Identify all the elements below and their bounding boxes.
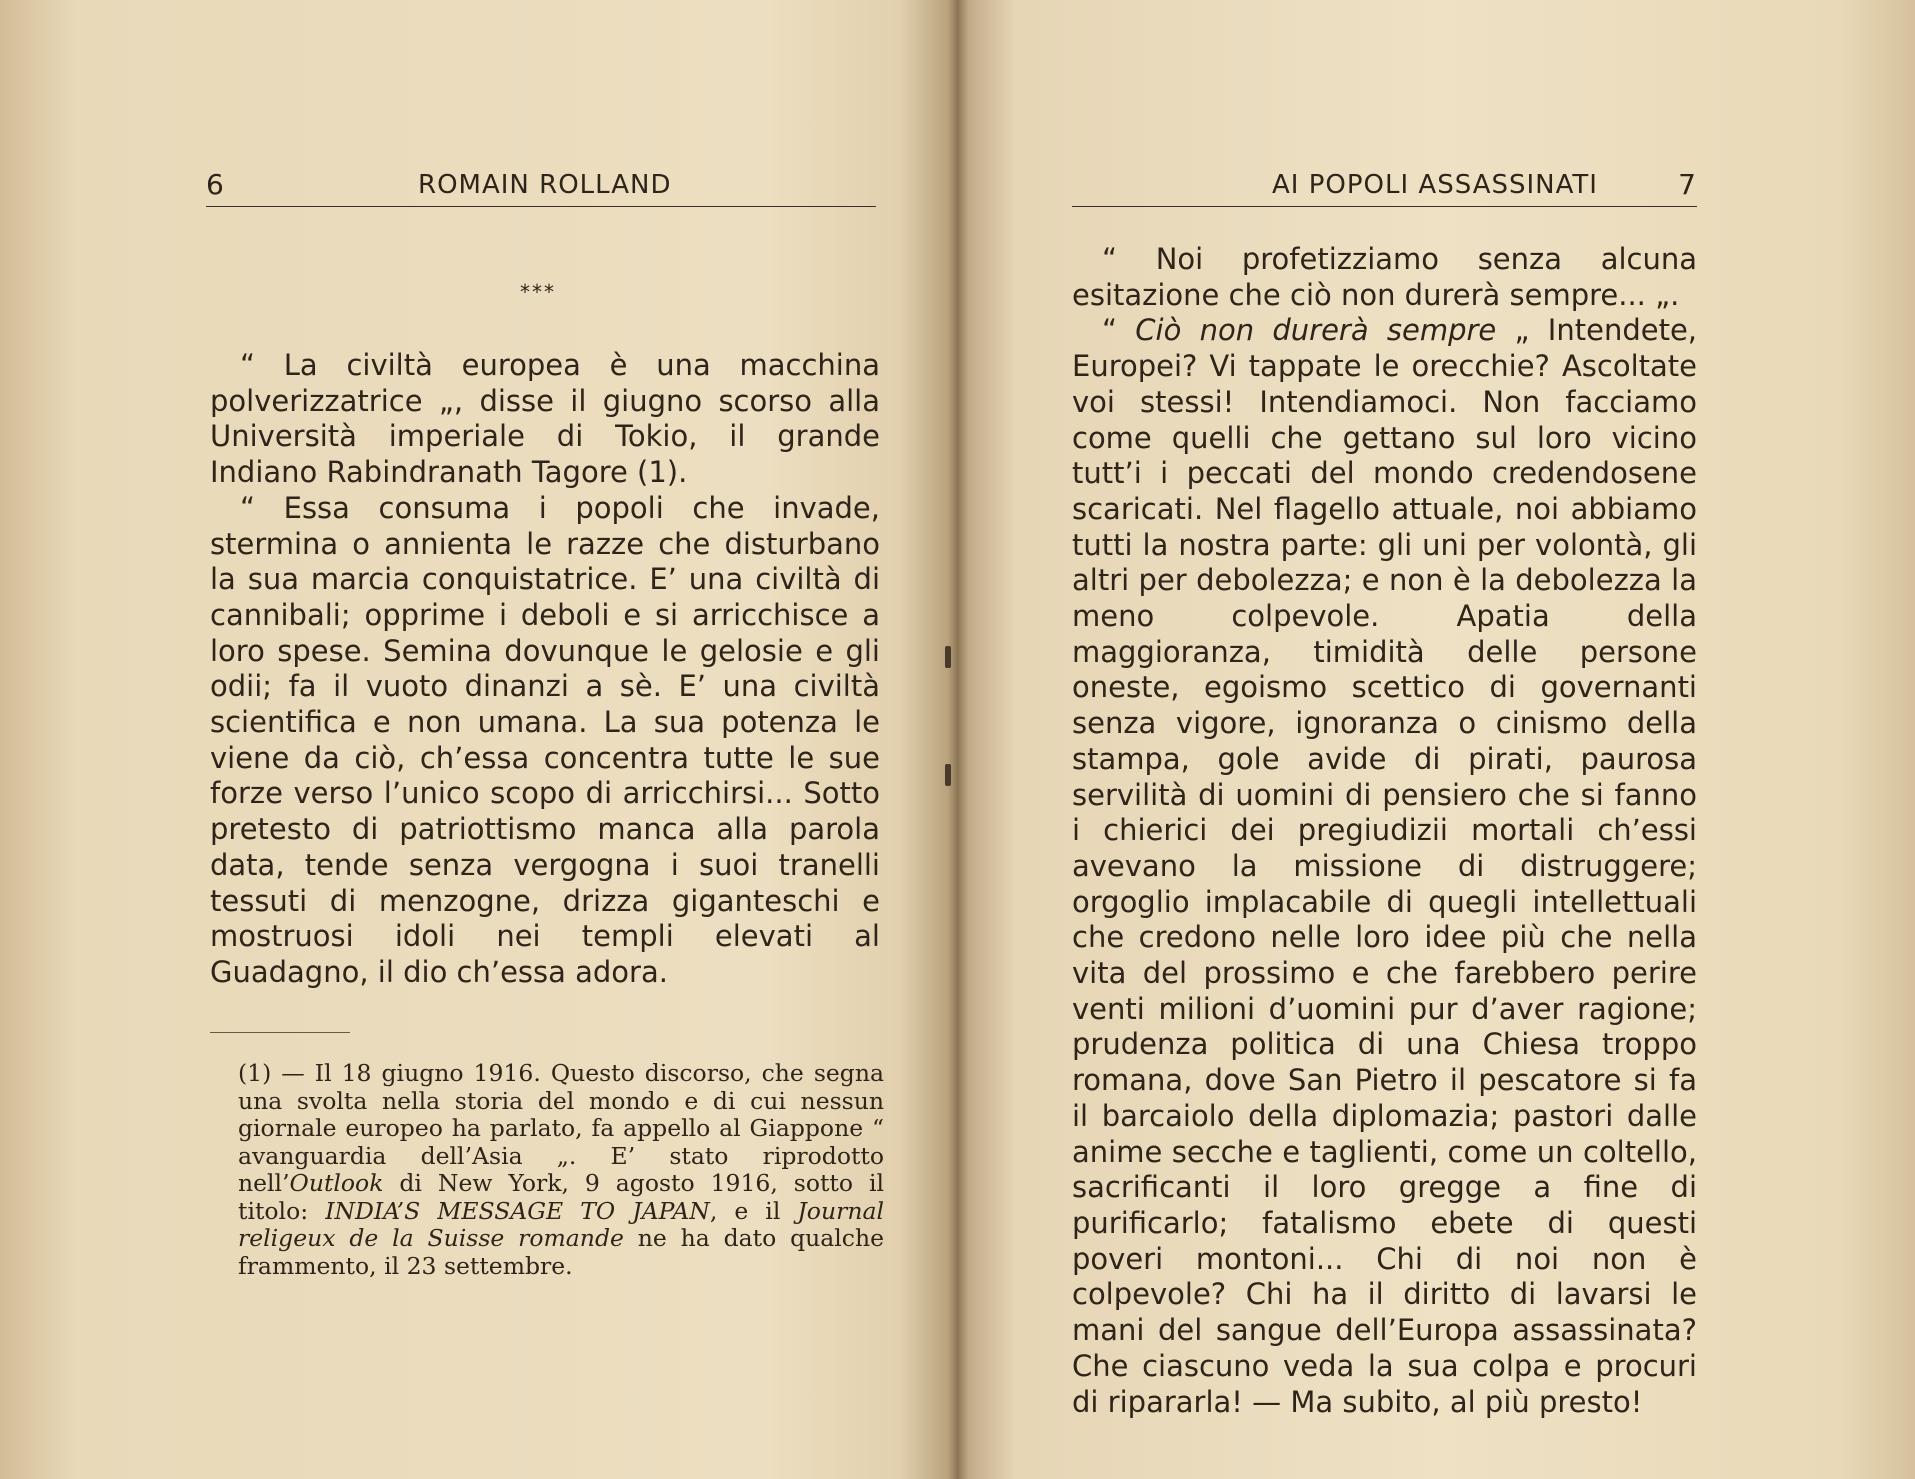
running-title-left: ROMAIN ROLLAND bbox=[418, 170, 672, 200]
paragraph: “ Essa consuma i popoli che invade, stermina o annienta le razze che disturbano la sua marcia conquistatrice. E’ una civiltà di cannibali; opprime i deboli e si arricchisce a loro spese. Semina dovunque le gelosie e gli odii; fa il vuoto dinanzi a sè. E’ una civiltà scientifica e non umana. La sua potenza le viene da ciò, ch’essa concentra tutte le sue forze verso l’unico scopo di arricchirsi... Sotto pretesto di patriottismo manca alla parola data, tende senza vergogna i suoi tranelli tessuti di menzogne, drizza giganteschi e mostruosi idoli nei templi elevati al Guadagno, il dio ch’essa adora. bbox=[210, 490, 880, 989]
paragraph bbox=[1072, 313, 1697, 1420]
paragraph-rest: „ Intendete, Europei? Vi tappate le orecchie? Ascoltate voi stessi! Intendiamoci. Non facciamo come quelli che gettano sul loro vicino tutt’i i peccati del mondo credendosene scaricati. Nel flagello attuale, noi abbiamo tutti la nostra parte: gli uni per volontà, gli altri per debolezza; e non è la debolezza la meno colpevole. Apatia della maggioranza, timidità delle persone oneste, egoismo scettico di governanti senza vigore, ignoranza o cinismo della stampa, gole avide di pirati, paurosa servilità di uomini di pensiero che si fanno i chierici dei pregiudizii mortali ch’essi avevano la missione di distruggere; orgoglio implacabile di quegli intellettuali che credono nelle loro idee più che nella vita del prossimo e che farebbero perire venti milioni d’uomini pur d’aver ragione; prudenza politica di una Chiesa troppo romana, dove San Pietro il pescatore si fa il barcaiolo della diplomazia; pastori dalle anime secche e taglienti, come un coltello, sacrificanti il loro gregge a fine di purificarlo; fatalismo ebete di questi poveri montoni... Chi di noi non è colpevole? Chi ha il diritto di lavarsi le mani del sangue dell’Europa assassinata? Che ciascuno veda la sua colpa e procuri di ripararla! — Ma subito, al più presto! bbox=[1072, 313, 1697, 1419]
running-title-right: AI POPOLI ASSASSINATI bbox=[1272, 170, 1598, 200]
footnote-part: , e il bbox=[709, 1196, 798, 1225]
right-body-text bbox=[1072, 242, 1697, 1420]
footnote-italic: INDIA’S MESSAGE TO JAPAN bbox=[325, 1196, 710, 1225]
left-page bbox=[0, 0, 950, 1479]
section-asterism: *** bbox=[520, 280, 556, 304]
left-page-header bbox=[206, 166, 876, 207]
footnote-part: ne ha dato qualche frammento, il 23 settembre. bbox=[238, 1224, 884, 1280]
left-body-text bbox=[210, 348, 880, 991]
footnote-italic: Outlook bbox=[289, 1169, 384, 1197]
footnote-part: di New York, 9 agosto 1916, sotto il titolo: bbox=[238, 1169, 884, 1225]
quote-open: “ bbox=[1102, 313, 1136, 348]
paragraph: “ La civiltà europea è una macchina polverizzatrice „, disse il giugno scorso alla Università imperiale di Tokio, il grande Indiano Rabindranath Tagore (1). bbox=[210, 348, 880, 490]
italic-quote: Ciò non durerà sempre bbox=[1135, 313, 1497, 348]
right-page bbox=[950, 0, 1915, 1479]
page-number-right: 7 bbox=[1678, 168, 1697, 201]
footnote-divider bbox=[210, 1032, 350, 1033]
footnote-text bbox=[238, 1060, 884, 1280]
page-number-left: 6 bbox=[206, 168, 225, 201]
footnote bbox=[238, 1060, 884, 1280]
footnote-part: (1) — Il 18 giugno 1916. Questo discorso, che segna una svolta nella storia del mondo e di cui nessun giornale europeo ha parlato, fa appello al Giappone “ avanguardia dell’Asia „. E’ stato riprodotto nell’ bbox=[238, 1059, 884, 1197]
footnote-italic: Journal religeux de la Suisse romande bbox=[238, 1196, 884, 1252]
right-page-header bbox=[1072, 166, 1697, 207]
paragraph: “ Noi profetizziamo senza alcuna esitazione che ciò non durerà sempre... „. bbox=[1072, 242, 1697, 312]
